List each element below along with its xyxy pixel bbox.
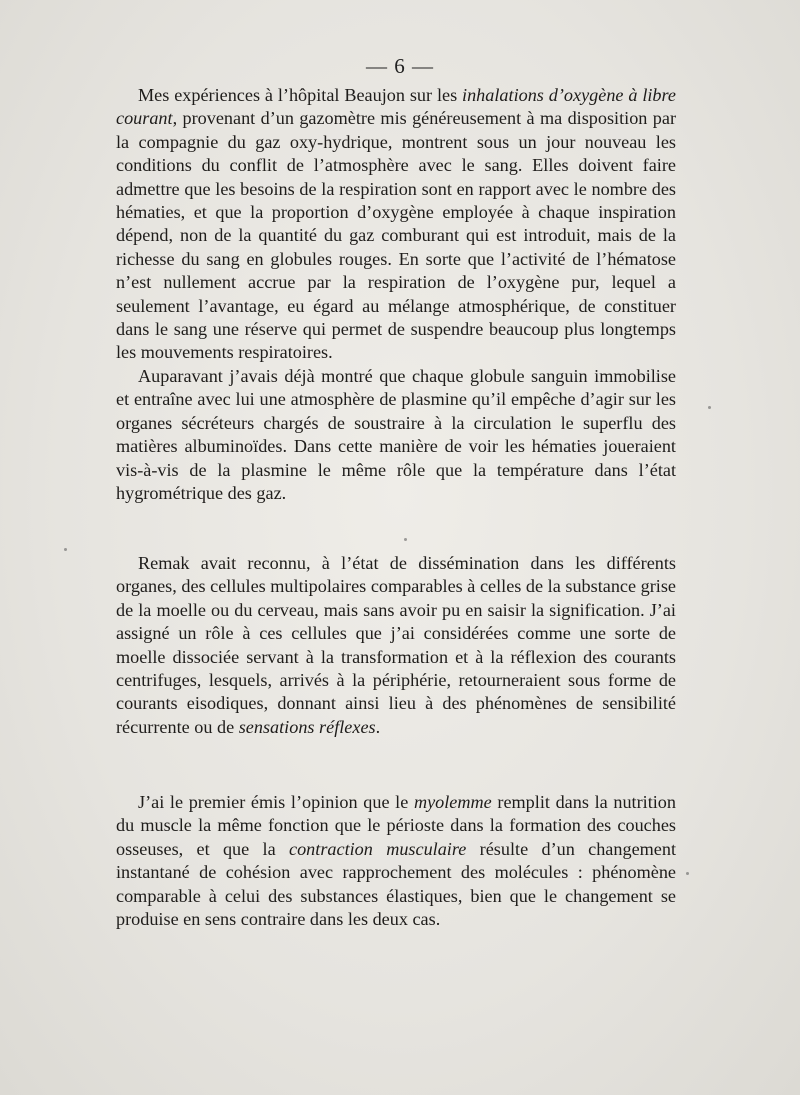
italic-text-segment: myolemme (413, 792, 492, 812)
text-block-respiration (116, 84, 676, 505)
text-segment: J’ai le premier émis l’opinion que le (138, 792, 414, 812)
text-segment: Mes expériences à l’hôpital Beaujon sur les (138, 85, 463, 105)
text-segment: résulte d’un changement instantané de cohésion avec rapprochement des molécules : phénomène comparable à celui des substances élastiques, bien que le changement se produise en sens contraire dans les deux cas. (116, 838, 677, 930)
text-segment: Auparavant j’avais déjà montré que chaque globule sanguin immobilise et entraîne avec lui une atmosphère de plasmine qu’il empêche d’agir sur les organes sécréteurs chargés de soustraire à la circulation le superflu des matières albuminoïdes. Dans cette manière de voir les hématies joueraient vis-à-vis de la plasmine le même rôle que la température dans l’état hygrométrique des gaz. (116, 365, 676, 503)
paragraph (116, 365, 676, 505)
paragraph (116, 791, 676, 931)
italic-text-segment: inhalations d’oxygène à libre courant (116, 85, 677, 129)
paper-speck (708, 406, 711, 409)
paper-speck (686, 872, 689, 875)
text-segment: . (375, 716, 381, 737)
text-segment: Remak avait reconnu, à l’état de dissémination dans les différents organes, des cellules multipolaires comparables à celles de la substance grise de la moelle ou du cerveau, mais sans avoir pu en saisir la signification. J’ai assigné un rôle à ces cellules que j’ai considérées comme une sorte de moelle dissociée servant à la transformation et à la réflexion des courants centrifuges, lesquels, arrivés à la périphérie, retourneraient sous forme de courants eisodiques, donnant ainsi lieu à des phénomènes de sensibilité récurrente ou de (116, 553, 676, 737)
paper-speck (404, 538, 407, 541)
paragraph (116, 552, 676, 739)
paper-speck (64, 548, 67, 551)
paragraph (116, 84, 676, 365)
text-segment: , provenant d’un gazomètre mis généreusement à ma disposition par la compagnie du gaz oxy-hydrique, montrent sous un jour nouveau les conditions du conflit de l’atmosphère avec le sang. Elles doivent faire admettre que les besoins de la respiration sont en rapport avec le nombre des hématies, et que la proportion d’oxygène employée à chaque inspiration dépend, non de la quantité du gaz comburant qui est introduit, mais de la richesse du sang en globules rouges. En sorte que l’activité de l’hématose n’est nullement accrue par la respiration de l’oxygène pur, lequel a seulement l’avantage, eu égard au mélange atmosphérique, de constituer dans le sang une réserve qui permet de suspendre beaucoup plus longtemps les mouvements respiratoires. (116, 108, 676, 363)
text-block-remak (116, 552, 676, 739)
page-number: — 6 — (366, 54, 434, 78)
text-segment: remplit dans la nutrition du muscle la même fonction que le périoste dans la formation des couches osseuses, et que la (116, 792, 676, 859)
text-block-myolemme (116, 791, 676, 931)
italic-text-segment: sensations réflexes (238, 716, 376, 737)
italic-text-segment: contraction musculaire (289, 838, 467, 859)
